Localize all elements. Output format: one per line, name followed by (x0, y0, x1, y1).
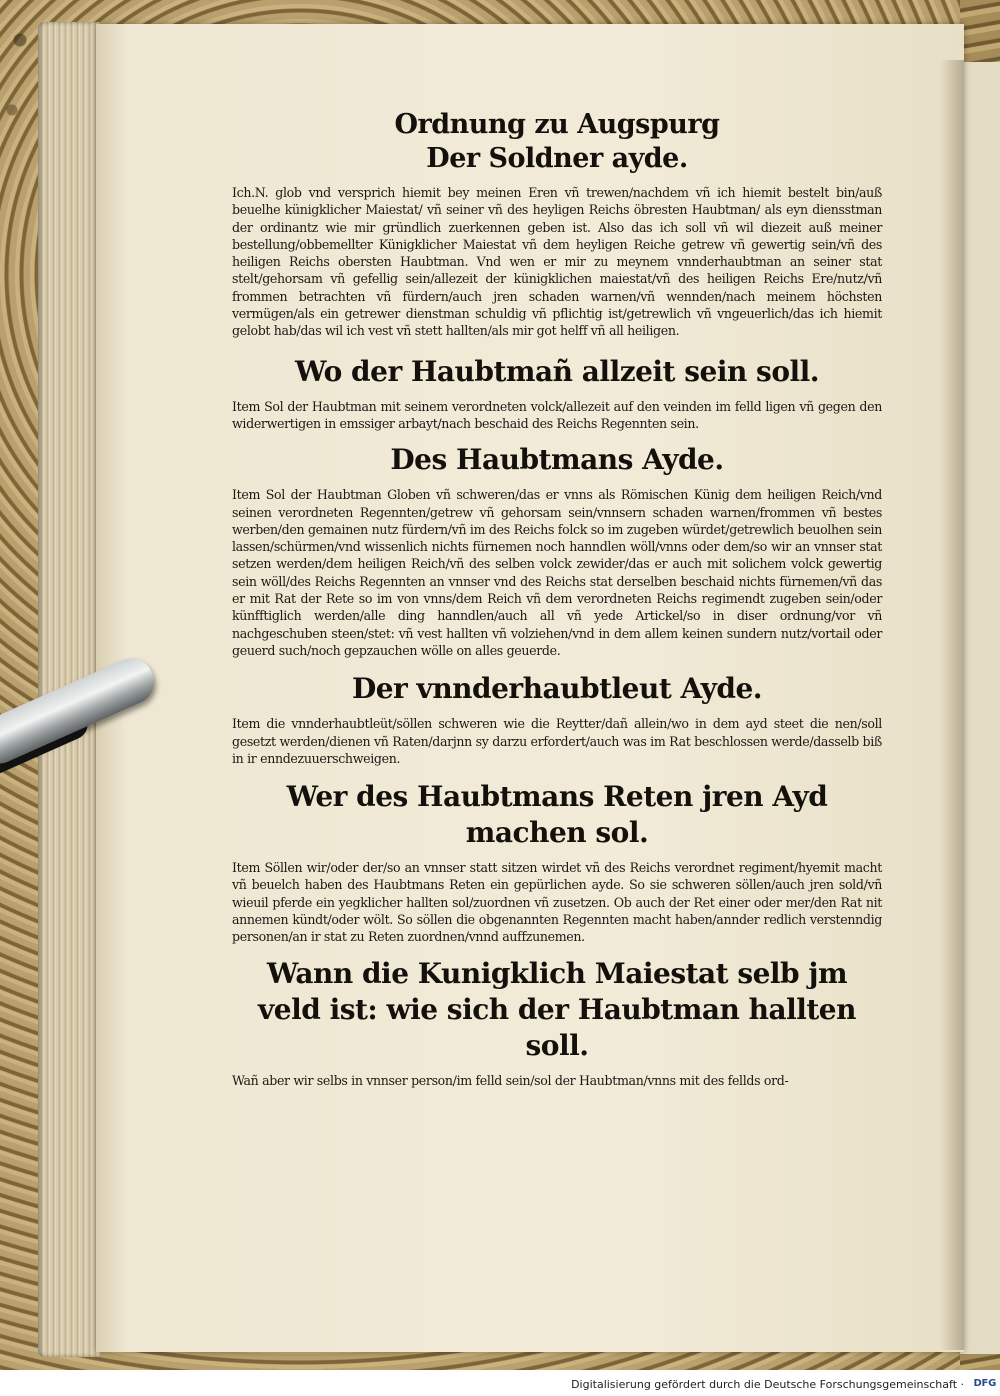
dfg-logo: DFG (973, 1378, 996, 1389)
section-heading: Wo der Haubtmañ allzeit sein soll. (294, 354, 820, 388)
section-heading: Wer des Haubtmans Reten jren Ayd machen sol. (286, 780, 828, 850)
section-paragraph: Item Söllen wir/oder der/so an vnnser statt sitzen wirdet vñ des Reichs verordnet regiment/hyemit macht vñ beuelch haben des Haubtmans Reten ein gepürlichen ayde. So sie schweren söllen/auch jren sold/vñ wieuil pferde ein yegklicher hallten sol/zuordnen vñ zusetzen. Ob auch der Ret einer oder mer/den Rat nit annemen kündt/oder wölt. So söllen die obgenannten Regennten macht haben/annder redlich verstenndig personen/an ir stat zu Reten zuordnen/vnnd auffzunemen. (232, 860, 882, 945)
section-paragraph: Ich.N. glob vnd versprich hiemit bey meinen Eren vñ trewen/nachdem vñ ich hiemit bestelt bin/auß beuelhe künigklicher Maiestat/ vñ seiner vñ des heyligen Reichs öbresten Haubtman/ als eyn diensstman der ordinantz wie mir gründlich zuerkennen geben ist. Also das ich soll vñ wil diezeit auß meiner bestellung/obbemellter Künigklicher Maiestat vñ dem heyligen Reiche getrew vñ gewertig sein/vñ des heiligen Reichs obersten Haubtman. Vnd wen er mir zu meynem vnnderhaubtman an seiner stat stelt/gehorsam vñ gefellig sein/allezeit der künigklichen maiestat/vñ des heiligen Reichs Ere/nutz/vñ frommen betrachten vñ fürdern/auch jren schaden warnen/vñ wennden/nach meinem höchsten vermügen/als ein getrewer dienstman schuldig vñ pflichtig ist/getrewlich vñ vngeuerlich/das ich hiemit gelobt hab/das wil ich vest vñ stett hallten/als mir got helff vñ all heiligen. (232, 185, 882, 339)
section-heading: Der Soldner ayde. (426, 143, 688, 174)
page-text-block (232, 108, 882, 1089)
section-heading: Der vnnderhaubtleut Ayde. (351, 672, 763, 706)
page-title: Ordnung zu Augspurg (394, 109, 720, 140)
footer-credit: Digitalisierung gefördert durch die Deutsche Forschungsgemeinschaft · (571, 1378, 964, 1391)
facing-page-edge (958, 62, 1000, 1354)
section-heading: Wann die Kunigklich Maiestat selb jm veld ist: wie sich der Haubtman hallten soll. (258, 956, 856, 1062)
section-paragraph: Item Sol der Haubtman mit seinem verordneten volck/allezeit auf den veinden im felld ligen vñ gegen den widerwertigen in emssiger arbayt/nach beschaid des Reichs Regennten sein. (232, 398, 882, 431)
page-gutter-shadow (940, 60, 964, 1350)
section-paragraph: Item Sol der Haubtman Globen vñ schweren/das er vnns als Römischen Künig dem heiligen Reich/vnd seinen verordneten Regennten/getrew vñ gehorsam sein/vnnsern schaden warnen/frommen vñ bestes werben/den gemainen nutz fürdern/vñ im des Reichs folck so im zugeben würdet/getrewlich beuolhen sein lassen/schürmen/vnd wissenlich nichts fürnemen noch hanndlen wöll/vnns oder dem/so wir an vnnser stat setzen werden/dem heiligen Reich/vñ des selben volck zewider/das er auch mit solichem volck gewertig sein wöll/des Reichs Regennten an vnnser vnd des Reichs stat derselben beschaid nichts fürnemen/vñ das er mit Rat der Rete so im von vnns/dem Reich vñ dem verordneten Reichs regimendt zugeben sein/oder künfftiglich werden/alle ding hanndlen/auch all vñ yede Artickel/so in diser ordnung/vor vñ nachgeschuben steen/stet: vñ vest hallten vñ volziehen/vnd in dem allem keinen sundern nutz/vortail oder geuerd such/noch gepzauchen wölle on alles geuerde. (232, 487, 882, 658)
section-heading: Des Haubtmans Ayde. (390, 443, 724, 477)
footer-bar (0, 1374, 1000, 1396)
section-paragraph: Wañ aber wir selbs in vnnser person/im felld sein/sol der Haubtman/vnns mit des fellds ord- (232, 1072, 789, 1088)
section-paragraph: Item die vnnderhaubtleüt/söllen schweren wie die Reytter/dañ allein/wo in dem ayd steet die nen/soll gesetzt werden/dienen vñ Raten/darjnn sy darzu erfordert/auch was im Rat beschlossen werde/dasselb biß in ir enndezuuerschweigen. (232, 716, 882, 766)
